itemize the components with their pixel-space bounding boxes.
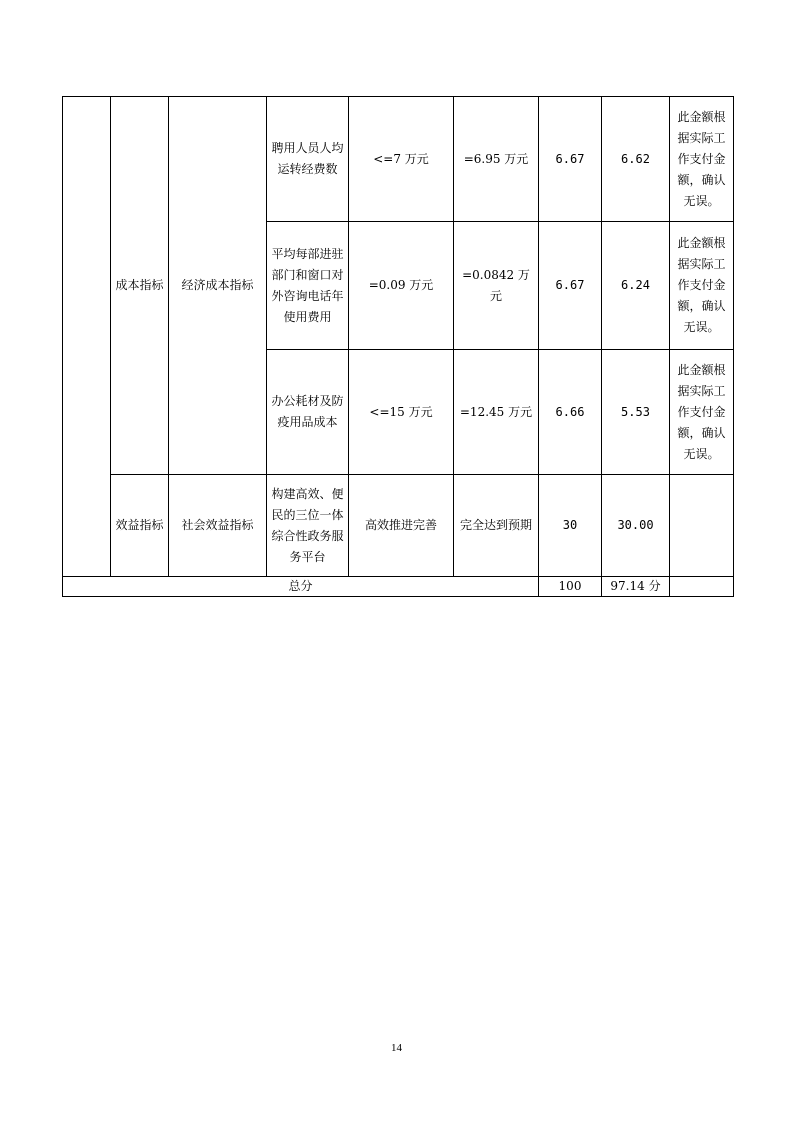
weight-cell: 6.67 (539, 97, 602, 222)
actual-cell: =0.0842 万元 (454, 222, 539, 350)
actual-cell: =12.45 万元 (454, 350, 539, 475)
table-row (63, 475, 734, 577)
score-cell: 6.62 (602, 97, 670, 222)
weight-cell: 6.67 (539, 222, 602, 350)
note-cell: 此金额根据实际工作支付金额，确认无误。 (670, 350, 734, 475)
indicator-cell: 构建高效、便民的三位一体综合性政务服务平台 (267, 475, 349, 577)
indicator-cell: 办公耗材及防疫用品成本 (267, 350, 349, 475)
target-cell: 高效推进完善 (349, 475, 454, 577)
target-cell: <=7 万元 (349, 97, 454, 222)
page-number: 14 (391, 1042, 402, 1054)
category-benefit-cell: 效益指标 (111, 475, 169, 577)
performance-table (62, 96, 734, 597)
indicator-cell: 平均每部进驻部门和窗口对外咨询电话年使用费用 (267, 222, 349, 350)
subcategory-economic-cell: 经济成本指标 (169, 97, 267, 475)
note-cell: 此金额根据实际工作支付金额，确认无误。 (670, 222, 734, 350)
total-note-cell (670, 577, 734, 597)
score-cell: 5.53 (602, 350, 670, 475)
first-level-cell (63, 97, 111, 577)
score-cell: 30.00 (602, 475, 670, 577)
note-cell: 此金额根据实际工作支付金额，确认无误。 (670, 97, 734, 222)
indicator-cell: 聘用人员人均运转经费数 (267, 97, 349, 222)
subcategory-social-cell: 社会效益指标 (169, 475, 267, 577)
total-score-cell: 97.14 分 (602, 577, 670, 597)
score-cell: 6.24 (602, 222, 670, 350)
weight-cell: 30 (539, 475, 602, 577)
total-label-cell: 总分 (63, 577, 539, 597)
weight-cell: 6.66 (539, 350, 602, 475)
total-row (63, 577, 734, 597)
category-cost-cell: 成本指标 (111, 97, 169, 475)
actual-cell: 完全达到预期 (454, 475, 539, 577)
actual-cell: =6.95 万元 (454, 97, 539, 222)
note-cell (670, 475, 734, 577)
target-cell: <=15 万元 (349, 350, 454, 475)
total-weight-cell: 100 (539, 577, 602, 597)
table-row (63, 97, 734, 222)
target-cell: =0.09 万元 (349, 222, 454, 350)
